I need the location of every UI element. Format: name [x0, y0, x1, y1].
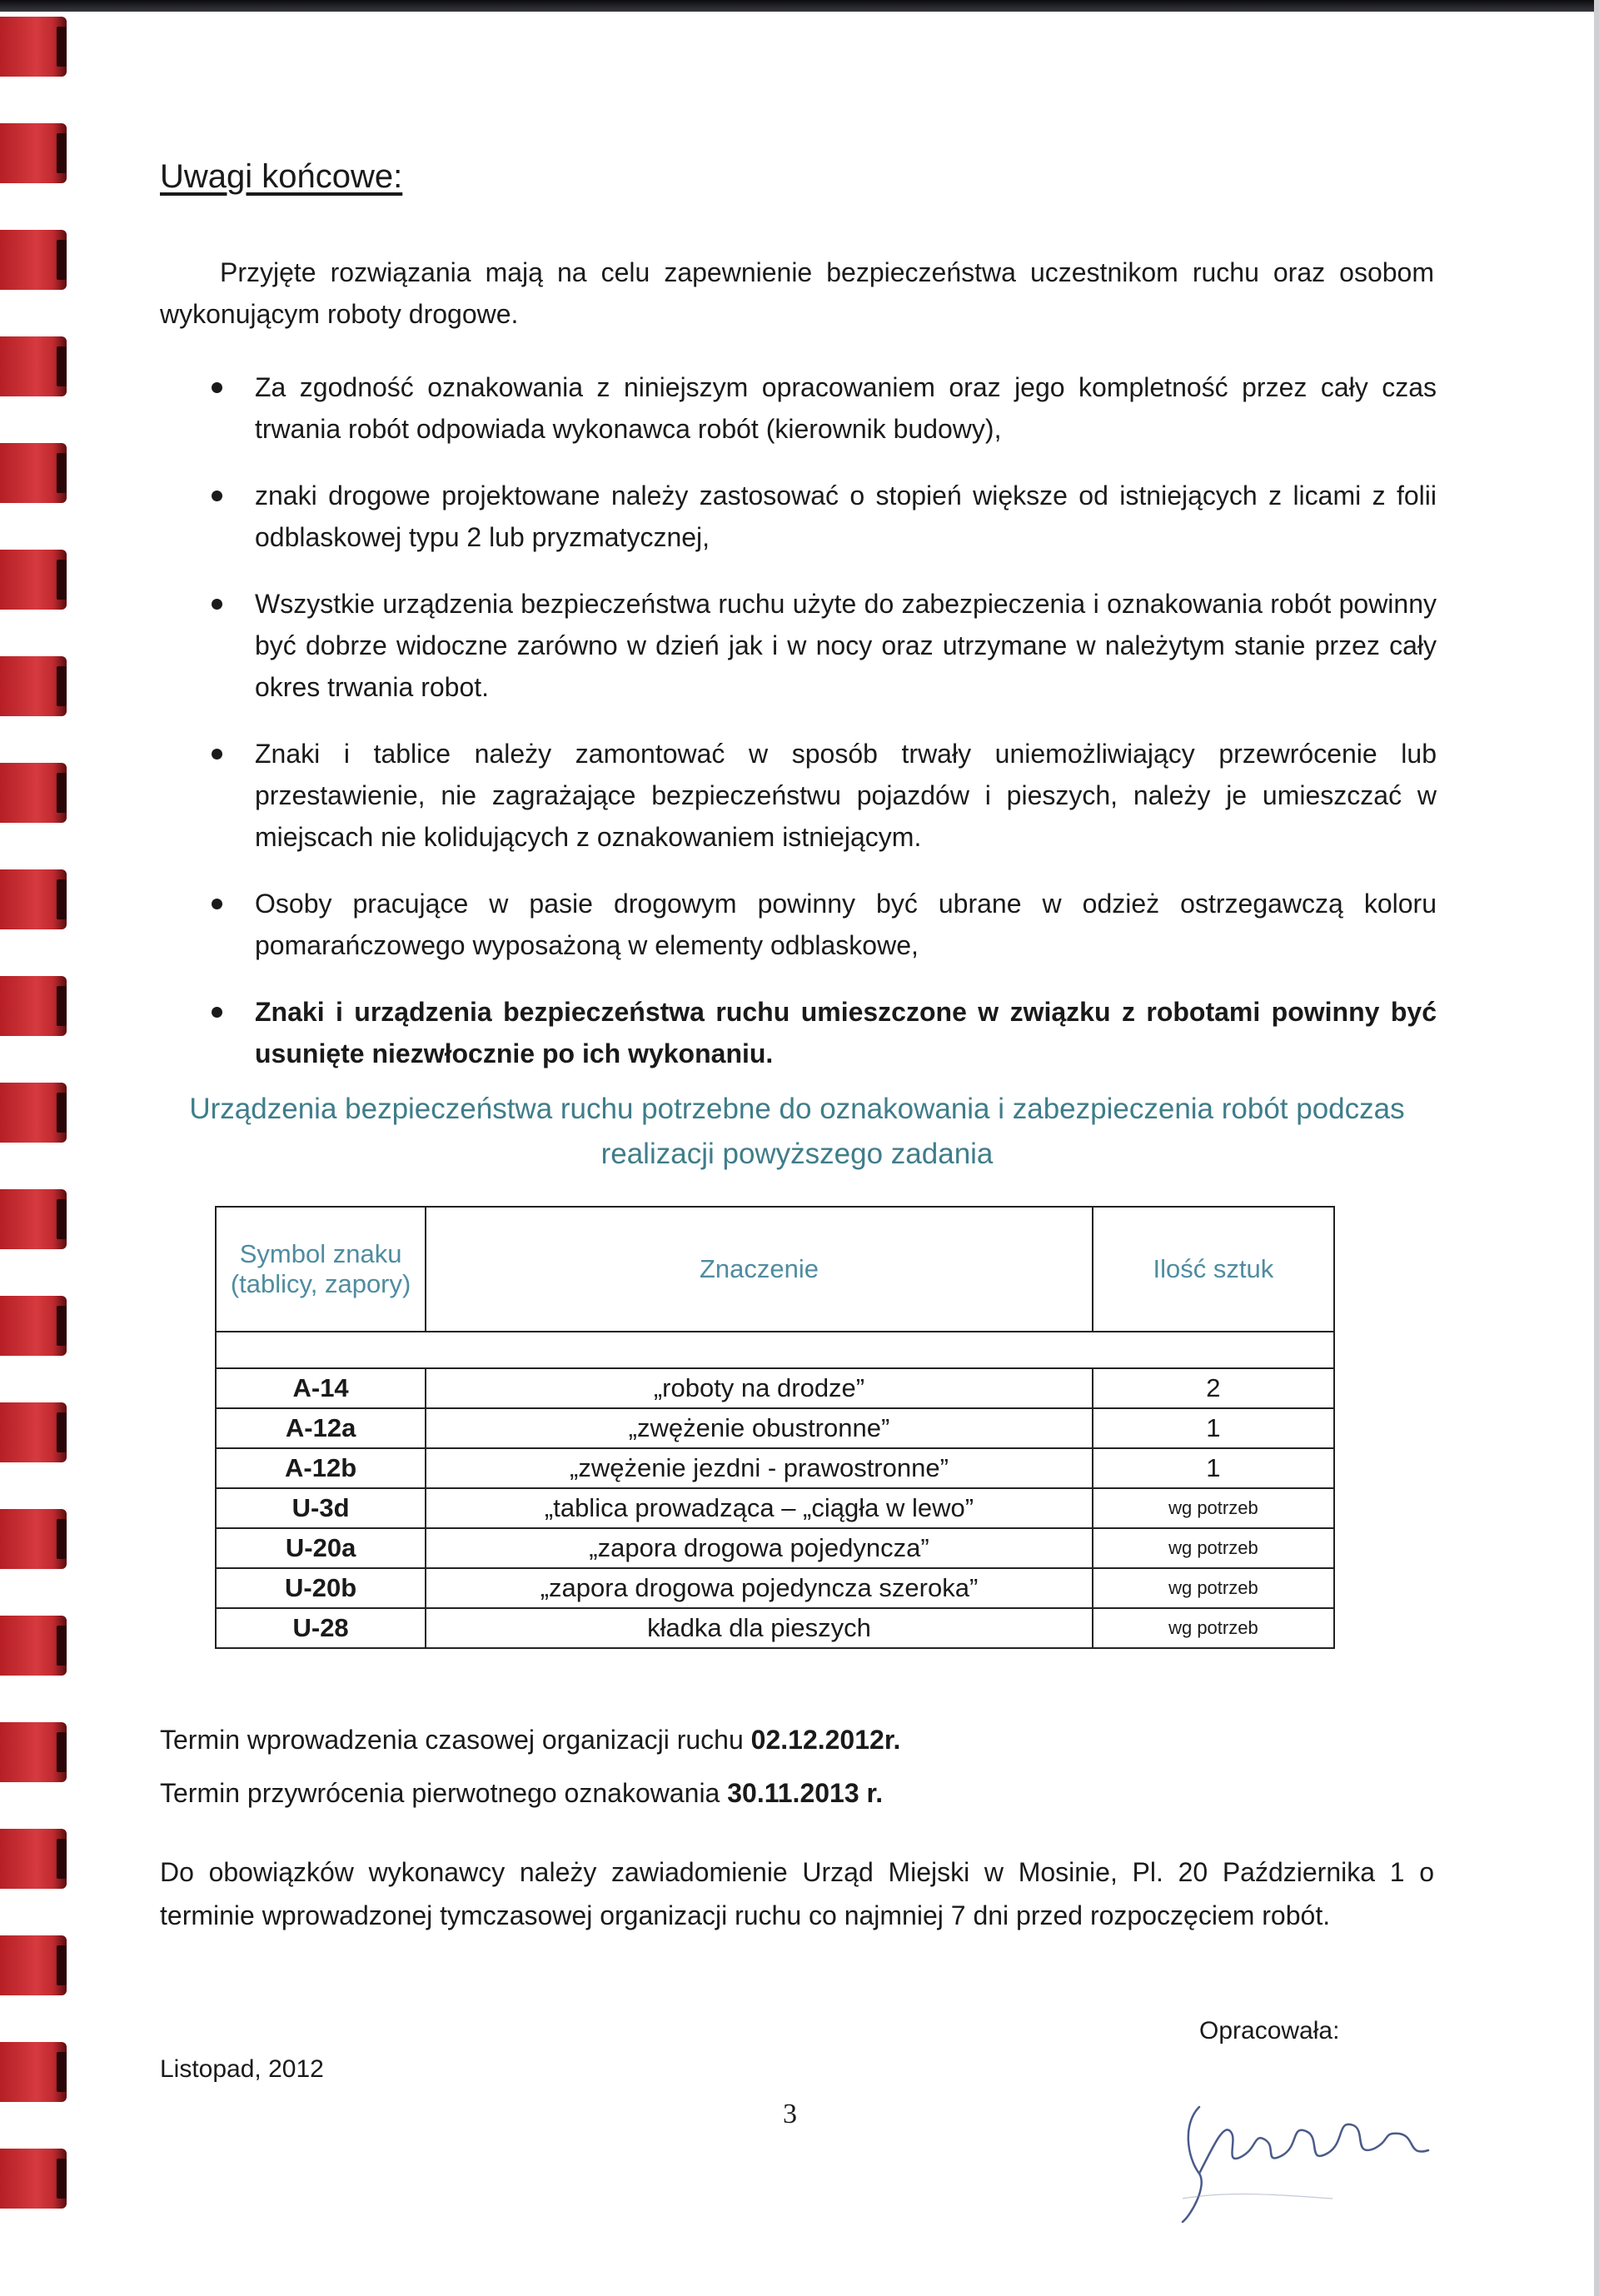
- cell-meaning: „zwężenie jezdni - prawostronne”: [426, 1448, 1093, 1488]
- bullet-item: Za zgodność oznakowania z niniejszym opracowaniem oraz jego kompletność przez cały czas trwania robót odpowiada wykonawca robót (kierownik budowy),: [208, 366, 1437, 450]
- bullet-icon: [212, 491, 222, 501]
- start-date-line: Termin wprowadzenia czasowej organizacji ruchu 02.12.2012r.: [160, 1725, 901, 1755]
- intro-paragraph: Przyjęte rozwiązania mają na celu zapewnienie bezpieczeństwa uczestnikom ruchu oraz osobom wykonującym roboty drogowe.: [160, 257, 1434, 329]
- bullet-icon: [212, 599, 222, 610]
- cell-quantity: 1: [1093, 1408, 1334, 1448]
- table-row: [216, 1488, 1334, 1528]
- table-header-row: [216, 1207, 1334, 1332]
- cell-meaning: „roboty na drodze”: [426, 1368, 1093, 1408]
- cell-quantity: wg potrzeb: [1093, 1568, 1334, 1608]
- table-row: [216, 1408, 1334, 1448]
- cell-symbol: A-14: [216, 1368, 426, 1408]
- table-title: Urządzenia bezpieczeństwa ruchu potrzebne do oznakowania i zabezpieczenia robót podczas realizacji powyższego zadania: [189, 1093, 1405, 1170]
- bullet-icon: [212, 382, 222, 393]
- cell-meaning: „zwężenie obustronne”: [426, 1408, 1093, 1448]
- bullet-list: [208, 366, 1437, 1099]
- handwritten-signature: [1166, 2074, 1466, 2224]
- restore-date: 30.11.2013 r.: [727, 1778, 884, 1808]
- bullet-item-emphasis: Znaki i urządzenia bezpieczeństwa ruchu umieszczone w związku z robotami powinny być usunięte niezwłocznie po ich wykonaniu.: [208, 991, 1437, 1074]
- cell-symbol: U-3d: [216, 1488, 426, 1528]
- header-symbol: Symbol znaku (tablicy, zapory): [216, 1207, 426, 1332]
- header-meaning: Znaczenie: [426, 1207, 1093, 1332]
- cell-symbol: U-20a: [216, 1528, 426, 1568]
- page-heading: Uwagi końcowe:: [160, 158, 403, 195]
- bullet-item: Znaki i tablice należy zamontować w sposób trwały uniemożliwiający przewrócenie lub przestawienie, nie zagrażające bezpieczeństwu pojazdów i pieszych, należy je umieszczać w miejscach nie kolidujących z oznakowaniem istniejącym.: [208, 733, 1437, 858]
- bullet-item: znaki drogowe projektowane należy zastosować o stopień większe od istniejących z licami z folii odblaskowej typu 2 lub pryzmatycznej,: [208, 475, 1437, 558]
- bullet-item: Osoby pracujące w pasie drogowym powinny być ubrane w odzież ostrzegawczą koloru pomarańczowego wyposażoną w elementy odblaskowe,: [208, 883, 1437, 966]
- start-date: 02.12.2012r.: [750, 1725, 901, 1755]
- header-quantity: Ilość sztuk: [1093, 1207, 1334, 1332]
- cell-quantity: wg potrzeb: [1093, 1488, 1334, 1528]
- bullet-item: Wszystkie urządzenia bezpieczeństwa ruchu użyte do zabezpieczenia i oznakowania robót powinny być dobrze widoczne zarówno w dzień jak i w nocy oraz utrzymane w należytym stanie przez cały okres trwania robot.: [208, 583, 1437, 708]
- table-row: [216, 1528, 1334, 1568]
- bullet-icon: [212, 899, 222, 909]
- page-number: 3: [783, 2099, 797, 2129]
- cell-quantity: wg potrzeb: [1093, 1528, 1334, 1568]
- cell-meaning: „tablica prowadząca – „ciągła w lewo”: [426, 1488, 1093, 1528]
- bullet-icon: [212, 1007, 222, 1018]
- restore-date-line: Termin przywrócenia pierwotnego oznakowania 30.11.2013 r.: [160, 1778, 884, 1808]
- cell-meaning: kładka dla pieszych: [426, 1608, 1093, 1648]
- bullet-icon: [212, 749, 222, 760]
- cell-symbol: A-12b: [216, 1448, 426, 1488]
- cell-symbol: U-28: [216, 1608, 426, 1648]
- cell-meaning: „zapora drogowa pojedyncza szeroka”: [426, 1568, 1093, 1608]
- cell-symbol: A-12a: [216, 1408, 426, 1448]
- table-row: [216, 1448, 1334, 1488]
- table-row: [216, 1568, 1334, 1608]
- signs-table: [215, 1206, 1335, 1649]
- cell-quantity: wg potrzeb: [1093, 1608, 1334, 1648]
- final-note: Do obowiązków wykonawcy należy zawiadomienie Urząd Miejski w Mosinie, Pl. 20 Października 1 o terminie wprowadzonej tymczasowej organizacji ruchu co najmniej 7 dni przed rozpoczęciem robót.: [160, 1857, 1434, 1930]
- prepared-by-label: Opracowała:: [1199, 2017, 1340, 2044]
- document-date: Listopad, 2012: [160, 2055, 324, 2083]
- cell-meaning: „zapora drogowa pojedyncza”: [426, 1528, 1093, 1568]
- cell-quantity: 1: [1093, 1448, 1334, 1488]
- table-row: [216, 1368, 1334, 1408]
- cell-symbol: U-20b: [216, 1568, 426, 1608]
- table-spacer-row: [216, 1332, 1334, 1368]
- cell-quantity: 2: [1093, 1368, 1334, 1408]
- table-row: [216, 1608, 1334, 1648]
